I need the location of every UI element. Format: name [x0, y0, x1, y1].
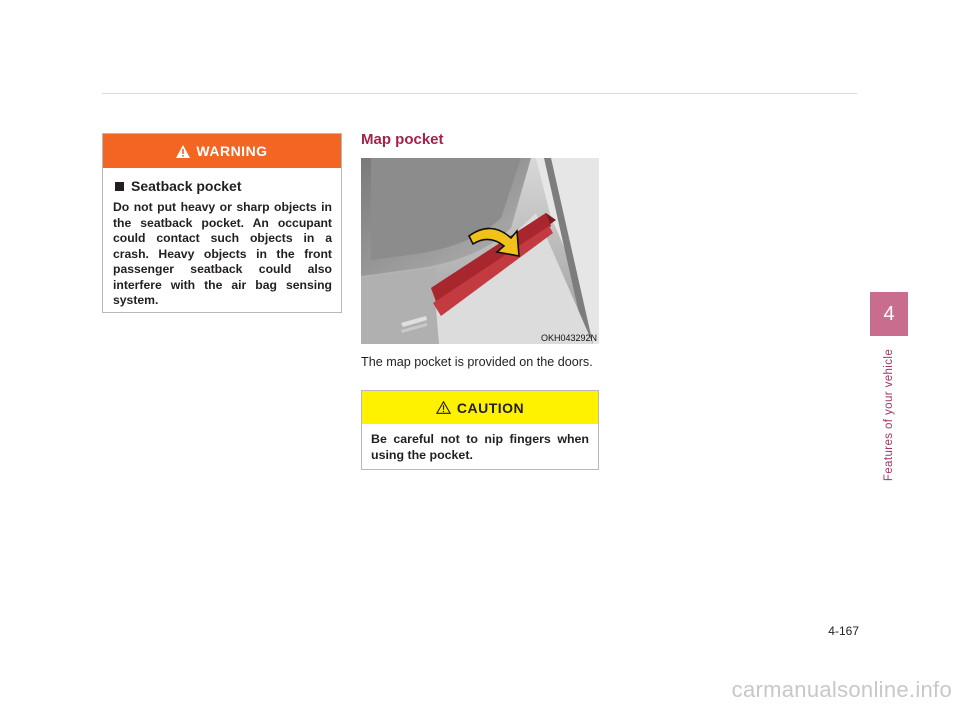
- body-text: The map pocket is provided on the doors.: [361, 355, 593, 369]
- square-bullet-icon: [115, 182, 124, 191]
- image-code: OKH043292N: [540, 333, 597, 343]
- caution-box: [361, 390, 599, 470]
- header-rule: [102, 93, 857, 94]
- warning-text: Do not put heavy or sharp objects in the seatback pocket. An occupant could contact such objects in a crash. Heavy objects in the front passenger seatback could also interfere with the air bag sensing system.: [113, 200, 332, 307]
- warning-triangle-icon: [176, 145, 190, 158]
- caution-header: [362, 391, 598, 424]
- caution-text: Be careful not to nip fingers when using the pocket.: [371, 432, 589, 462]
- page-number: 4-167: [828, 624, 859, 638]
- caution-title: CAUTION: [456, 399, 525, 416]
- warning-box: [102, 133, 342, 313]
- map-pocket-photo: [361, 158, 599, 344]
- caution-triangle-icon: [436, 401, 451, 414]
- watermark: carmanualsonline.info: [731, 677, 952, 702]
- chapter-label: Features of your vehicle: [883, 348, 895, 482]
- warning-title: WARNING: [196, 143, 268, 159]
- warning-subheading-text: Seatback pocket: [131, 178, 242, 194]
- section-title: Map pocket: [361, 131, 444, 148]
- warning-header: [103, 134, 341, 168]
- warning-subheading: [115, 178, 341, 194]
- chapter-tab: 4: [870, 292, 908, 336]
